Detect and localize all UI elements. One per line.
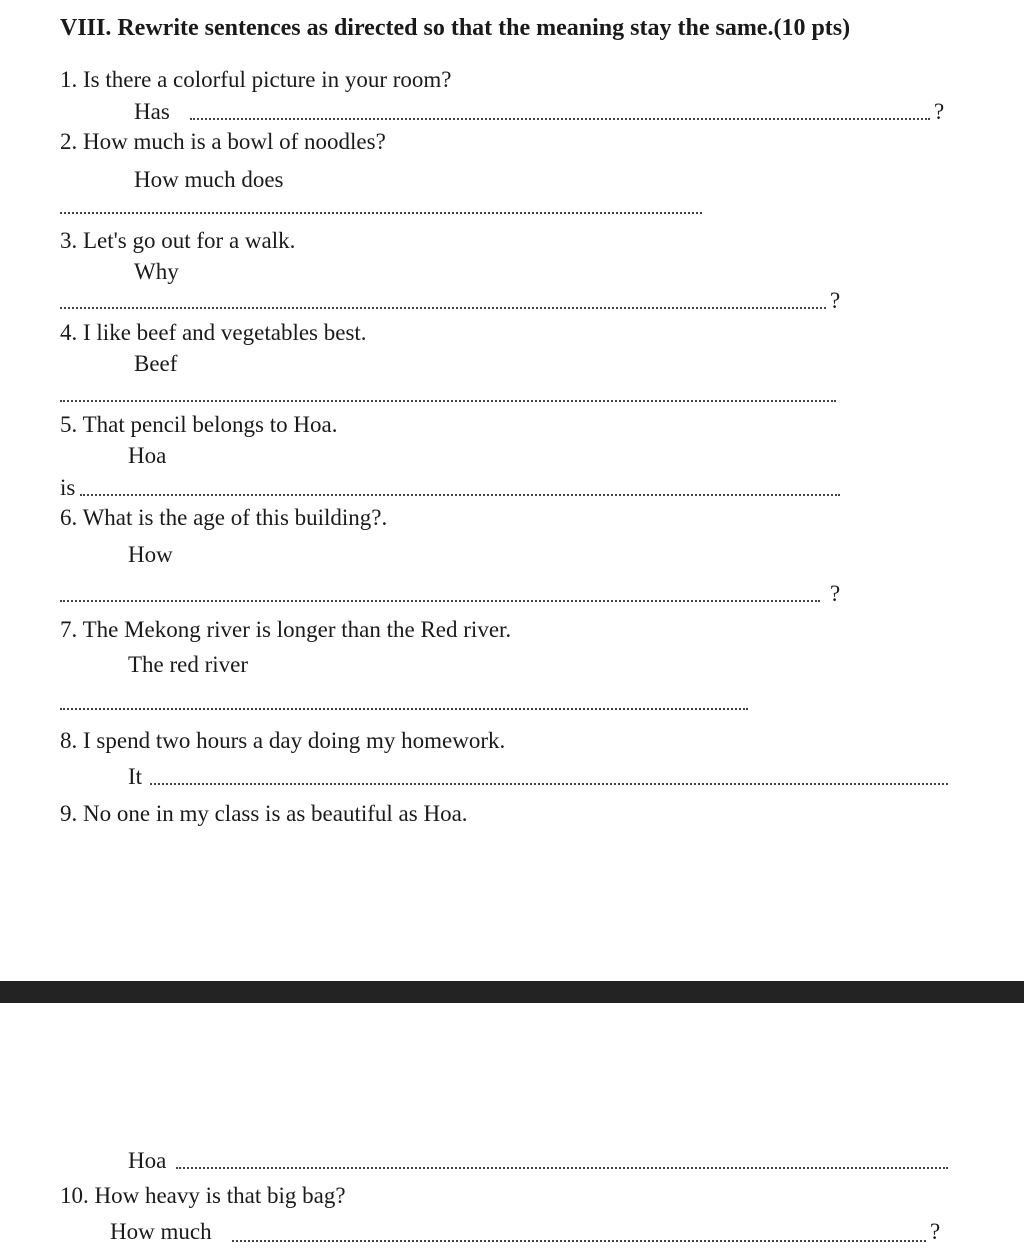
question-3-end-mark: ?: [830, 288, 841, 313]
question-5-answer-line[interactable]: [80, 494, 840, 496]
question-6-answer-line[interactable]: [60, 600, 820, 602]
question-6-sentence: 6. What is the age of this building?.: [60, 505, 388, 530]
question-8-prompt: It: [128, 764, 143, 789]
question-1-prompt: Has: [134, 99, 170, 124]
question-5-sentence: 5. That pencil belongs to Hoa.: [60, 412, 338, 437]
question-4-sentence: 4. I like beef and vegetables best.: [60, 320, 367, 345]
question-7-answer-line[interactable]: [60, 708, 748, 710]
question-3-prompt: Why: [134, 259, 179, 284]
question-3-sentence: 3. Let's go out for a walk.: [60, 228, 296, 253]
question-3-answer-line[interactable]: [60, 307, 826, 309]
question-1-sentence: 1. Is there a colorful picture in your room?: [60, 67, 452, 92]
question-9-prompt: Hoa: [128, 1148, 167, 1173]
question-2-answer-line[interactable]: [60, 212, 702, 214]
question-1-end-mark: ?: [934, 99, 945, 124]
question-8-sentence: 8. I spend two hours a day doing my homework.: [60, 728, 506, 753]
question-7-prompt: The red river: [128, 652, 249, 677]
question-4-prompt: Beef: [134, 351, 178, 376]
question-2-sentence: 2. How much is a bowl of noodles?: [60, 129, 386, 154]
question-1-answer-line[interactable]: [190, 118, 930, 120]
question-5-prompt-continuation: is: [60, 475, 76, 500]
worksheet-title: VIII. Rewrite sentences as directed so that the meaning stay the same.(10 pts): [60, 15, 851, 41]
question-9-sentence: 9. No one in my class is as beautiful as Hoa.: [60, 801, 468, 826]
page-separator-bar: [0, 981, 1024, 1003]
question-9-answer-line[interactable]: [176, 1167, 948, 1169]
question-5-prompt: Hoa: [128, 443, 167, 468]
question-4-answer-line[interactable]: [60, 400, 836, 402]
question-10-end-mark: ?: [930, 1219, 941, 1244]
question-6-prompt: How: [128, 542, 173, 567]
question-6-end-mark: ?: [830, 581, 841, 606]
question-10-answer-line[interactable]: [232, 1240, 926, 1242]
question-7-sentence: 7. The Mekong river is longer than the Red river.: [60, 617, 512, 642]
question-8-answer-line[interactable]: [150, 783, 948, 785]
question-10-prompt: How much: [110, 1219, 212, 1244]
question-10-sentence: 10. How heavy is that big bag?: [60, 1183, 346, 1208]
question-2-prompt: How much does: [134, 167, 284, 192]
